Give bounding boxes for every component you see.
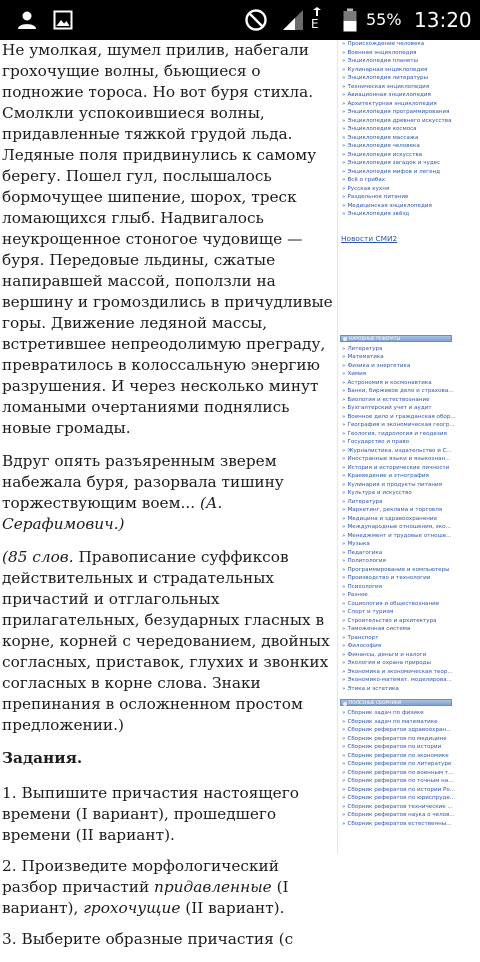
bullet-icon: » bbox=[342, 371, 346, 377]
bullet-icon: » bbox=[342, 609, 346, 615]
bullet-icon: » bbox=[342, 532, 346, 539]
bullet-icon: » bbox=[342, 66, 346, 73]
bullet-icon: » bbox=[342, 718, 346, 725]
battery-percent: 55% bbox=[366, 10, 402, 29]
bullet-icon: » bbox=[342, 177, 346, 183]
sidebar-link[interactable] bbox=[342, 176, 480, 185]
sidebar-link-label: Иностранные языки и языкознан... bbox=[347, 456, 451, 462]
bullet-icon: » bbox=[342, 473, 346, 479]
word-count: (85 слов. bbox=[2, 548, 74, 566]
sidebar-link-label: История и исторические личности bbox=[347, 464, 450, 471]
sidebar-link[interactable] bbox=[342, 202, 480, 211]
bullet-icon: » bbox=[342, 83, 346, 90]
sidebar-link[interactable] bbox=[342, 523, 480, 532]
sidebar-link[interactable] bbox=[342, 820, 480, 829]
sidebar-link-label: Педагогика bbox=[347, 549, 383, 556]
task-text: 2. Произведите морфологический разбор причастий bbox=[2, 857, 279, 896]
bullet-icon: » bbox=[342, 626, 346, 632]
bullet-icon: » bbox=[342, 388, 346, 394]
sidebar-link[interactable] bbox=[342, 345, 480, 354]
bullet-icon: » bbox=[342, 600, 346, 607]
sidebar-link[interactable] bbox=[342, 557, 480, 566]
bullet-icon: » bbox=[342, 456, 346, 462]
sidebar-link-label: Кулинария и продукты питания bbox=[347, 481, 443, 488]
sidebar-link[interactable] bbox=[342, 634, 480, 643]
bullet-icon: » bbox=[342, 109, 346, 115]
sidebar-link[interactable] bbox=[342, 370, 480, 379]
sidebar-link[interactable] bbox=[342, 438, 480, 447]
sidebar-link[interactable] bbox=[342, 642, 480, 651]
sidebar-link-label: Математика bbox=[347, 354, 384, 360]
sidebar-link-label: Сборник рефератов по медицине bbox=[347, 735, 447, 742]
sidebar-link-label: Сборник рефератов по истории bbox=[347, 744, 442, 750]
bullet-icon: » bbox=[342, 727, 346, 733]
sidebar-link-label: Менеджмент и трудовые отноше... bbox=[347, 532, 452, 539]
sidebar-link-label: Физика и энергетика bbox=[347, 362, 411, 369]
bullet-icon: » bbox=[342, 549, 346, 556]
sidebar-link-label: Финансы, деньги и налоги bbox=[347, 651, 427, 658]
sidebar-link[interactable] bbox=[342, 168, 480, 177]
tasks-heading: Задания. bbox=[2, 749, 83, 767]
paragraph-text: Вдруг опять разъяренным зверем набежала буря, разорвала тишину торжествующим воем... bbox=[2, 452, 284, 512]
sidebar-link[interactable] bbox=[342, 430, 480, 439]
sidebar-link-label: Философия bbox=[347, 643, 382, 649]
sidebar-link-label: Кулинарная энциклопедия bbox=[347, 66, 428, 73]
sidebar-link-label: Экономико-математ. моделирова... bbox=[347, 677, 452, 683]
sidebar-link-label: Государство и право bbox=[347, 439, 410, 445]
bullet-icon: » bbox=[342, 92, 346, 98]
bullet-icon: » bbox=[342, 126, 346, 132]
sidebar-link[interactable] bbox=[342, 40, 480, 49]
task-item: 3. Выберите образные причастия (с bbox=[2, 930, 294, 948]
bullet-icon: » bbox=[342, 761, 346, 767]
sidebar-link-label: Сборник рефератов наука о челов... bbox=[347, 812, 455, 818]
sidebar-link[interactable] bbox=[342, 540, 480, 549]
task-item bbox=[2, 856, 336, 919]
sidebar-link-label: Экология и охрана природы bbox=[347, 660, 431, 666]
sidebar-link-label: Медицинская энциклопедия bbox=[347, 202, 432, 209]
sidebar-link-label: Литература bbox=[347, 498, 383, 505]
sidebar-link[interactable] bbox=[342, 489, 480, 498]
bullet-icon: » bbox=[342, 160, 346, 166]
sidebar-link-label: Сборник рефератов по экономике bbox=[347, 752, 449, 759]
sidebar-link[interactable] bbox=[342, 117, 480, 126]
sidebar-link-label: Производство и технологии bbox=[347, 575, 431, 581]
sidebar-link[interactable] bbox=[342, 668, 480, 677]
bullet-icon: » bbox=[342, 524, 346, 530]
sidebar-link[interactable] bbox=[342, 379, 480, 388]
sidebar-link[interactable] bbox=[342, 447, 480, 456]
svg-text:E: E bbox=[311, 17, 319, 31]
image-icon bbox=[51, 0, 75, 40]
sidebar-link-label: Военная энциклопедия bbox=[347, 49, 417, 56]
sidebar-link[interactable] bbox=[342, 151, 480, 160]
sidebar-link[interactable] bbox=[342, 685, 480, 694]
bullet-icon: » bbox=[342, 100, 346, 107]
sidebar-link-label: Сборник рефератов по истории Ро... bbox=[347, 786, 456, 793]
sidebar-link[interactable] bbox=[342, 617, 480, 626]
sidebar-link[interactable] bbox=[342, 404, 480, 413]
sidebar-link[interactable] bbox=[342, 709, 480, 718]
sidebar-link-label: Энциклопедия человека bbox=[347, 143, 420, 149]
task-text: (II вариант). bbox=[180, 899, 285, 917]
bullet-icon: » bbox=[342, 134, 346, 141]
sidebar-link[interactable] bbox=[342, 142, 480, 151]
sidebar-link-label: Политология bbox=[347, 558, 386, 564]
bullet-icon: » bbox=[342, 405, 346, 411]
sidebar-link-label: Всё о грибах bbox=[347, 177, 386, 183]
sidebar-link-label: Энциклопедия мифов и легенд bbox=[347, 168, 441, 175]
page-content bbox=[0, 40, 480, 948]
bullet-icon: » bbox=[342, 769, 346, 776]
sidebar-link[interactable] bbox=[342, 583, 480, 592]
bullet-icon: » bbox=[342, 143, 346, 149]
bullet-icon: » bbox=[342, 710, 346, 716]
bullet-icon: » bbox=[342, 668, 346, 675]
bullet-icon: » bbox=[342, 498, 346, 505]
bullet-icon: » bbox=[342, 812, 346, 818]
person-icon bbox=[14, 0, 40, 40]
bullet-icon: » bbox=[342, 685, 346, 692]
sidebar-link[interactable] bbox=[342, 185, 480, 194]
sidebar-link-label: Литература bbox=[347, 345, 383, 352]
sidebar-link-label: Международные отношения, эко... bbox=[347, 524, 451, 530]
do-not-disturb-icon bbox=[242, 0, 270, 40]
sidebar-link-label: Происхождение человека bbox=[347, 41, 425, 47]
sidebar-link[interactable] bbox=[342, 726, 480, 735]
sidebar-link[interactable] bbox=[342, 743, 480, 752]
sidebar-link[interactable] bbox=[342, 651, 480, 660]
bullet-icon: » bbox=[342, 41, 346, 47]
bullet-icon: » bbox=[342, 422, 346, 428]
sidebar-link[interactable] bbox=[342, 532, 480, 541]
sidebar-link-label: Раздельное питание bbox=[347, 194, 409, 200]
sidebar-link-label: Геология, гидрология и геодезия bbox=[347, 430, 447, 437]
sidebar-link-label: Музыка bbox=[347, 541, 370, 547]
sidebar-links-encyclopedias bbox=[338, 40, 480, 219]
sidebar-link[interactable] bbox=[342, 464, 480, 473]
bullet-icon: » bbox=[342, 151, 346, 158]
status-bar bbox=[0, 0, 480, 40]
sidebar-links-essays bbox=[338, 345, 480, 694]
section-header-collections: ПОЛЕЗНЫЕ СБОРНИКИ bbox=[340, 699, 452, 706]
section-header-essays: НАРОДНЫЕ РЕФЕРАТЫ bbox=[340, 335, 452, 342]
sidebar-link-label: Химия bbox=[347, 371, 367, 377]
bullet-icon: » bbox=[342, 194, 346, 200]
sidebar-link-label: Энциклопедия программирования bbox=[347, 109, 450, 115]
ad-space bbox=[338, 244, 480, 335]
sidebar-link[interactable] bbox=[342, 49, 480, 58]
sidebar-link[interactable] bbox=[342, 134, 480, 143]
sidebar-link[interactable] bbox=[342, 760, 480, 769]
sidebar-link[interactable] bbox=[342, 91, 480, 100]
bullet-icon: » bbox=[342, 211, 346, 217]
sidebar-link[interactable] bbox=[342, 66, 480, 75]
sidebar-link[interactable] bbox=[342, 777, 480, 786]
sidebar-link-label: Психология bbox=[347, 583, 383, 590]
sidebar-link-label: Журналистика, издательство и С... bbox=[347, 447, 452, 454]
sidebar-link[interactable] bbox=[342, 159, 480, 168]
sidebar-link-label: Спорт и туризм bbox=[347, 609, 394, 615]
bullet-icon: » bbox=[342, 379, 346, 386]
sidebar-link-label: Энциклопедия искусства bbox=[347, 151, 423, 158]
sidebar-link[interactable] bbox=[342, 210, 480, 219]
sidebar-link-label: Сборник рефератов по литературе bbox=[347, 761, 452, 767]
bullet-icon: » bbox=[342, 617, 346, 624]
sidebar-link[interactable] bbox=[342, 193, 480, 202]
bullet-icon: » bbox=[342, 558, 346, 564]
sidebar-link[interactable] bbox=[342, 498, 480, 507]
bullet-icon: » bbox=[342, 481, 346, 488]
sidebar-link[interactable] bbox=[342, 600, 480, 609]
sidebar-link-label: Военное дело и гражданская обор... bbox=[347, 413, 456, 420]
bullet-icon: » bbox=[342, 778, 346, 784]
bullet-icon: » bbox=[342, 507, 346, 513]
sidebar-link-label: Сборник рефератов технические ... bbox=[347, 803, 453, 810]
task-word: грохочущие bbox=[83, 899, 181, 917]
sidebar-link-label: Программирование и компьютеры bbox=[347, 566, 450, 573]
sidebar-link-label: Астрономия и космонавтика bbox=[347, 379, 432, 386]
sidebar-link[interactable] bbox=[342, 515, 480, 524]
bullet-icon: » bbox=[342, 430, 346, 437]
sidebar-link[interactable] bbox=[342, 659, 480, 668]
bullet-icon: » bbox=[342, 515, 346, 522]
sidebar-link-label: Сборник задач по физике bbox=[347, 710, 424, 716]
bullet-icon: » bbox=[342, 439, 346, 445]
sidebar-link[interactable] bbox=[342, 57, 480, 66]
sidebar-link-label: Энциклопедия массажа bbox=[347, 134, 419, 141]
sidebar-link-label: Сборник рефератов по юриспруде... bbox=[347, 795, 456, 801]
bullet-icon: » bbox=[342, 803, 346, 810]
sidebar-link[interactable] bbox=[342, 735, 480, 744]
bullet-icon: » bbox=[342, 464, 346, 471]
signal-icon bbox=[280, 0, 306, 40]
sidebar-link-label: Энциклопедия загадок и чудес bbox=[347, 160, 441, 166]
bullet-icon: » bbox=[342, 541, 346, 547]
sidebar-link-label: Энциклопедия космоса bbox=[347, 126, 417, 132]
sidebar-link[interactable] bbox=[342, 811, 480, 820]
sidebar-link[interactable] bbox=[342, 718, 480, 727]
article-paragraph: Не умолкая, шумел прилив, набегали грохочущие волны, бьющиеся о подножие тороса. Но вот буря стихла. Смолкли успокоившиеся волны, придавленные тяжкой грудой льда. Ледяные поля придвинулись к самому берегу. Пошел гул, послышалось бормочущее шипение, шорох, треск ломающихся глыб. Надвигалось неукрощенное стоногое чудовище — буря. Передовые льдины, сжатые напиравшей массой, поползли на вершину и громоздились в причудливые горы. Движение ледяной массы, встретившее непреодолимую преграду, превратилось в колоссальную энергию разрушения. И через несколько минут ломаными очертаниями поднялись новые громады. bbox=[2, 41, 333, 437]
paragraph-text: Правописание суффиксов действительных и страдательных причастий и отглагольных прилагательных, безударных гласных в корне, корней с чередованием, двойных согласных, приставок, глухих и звонких согласных в корне слова. Знаки препинания в осложненном простом предложении.) bbox=[2, 548, 330, 734]
sidebar-link-label: Сборник рефератов по точным на... bbox=[347, 778, 454, 784]
sidebar-link[interactable] bbox=[342, 625, 480, 634]
sidebar-link-label: Таможенная система bbox=[347, 626, 411, 632]
sidebar-link-label: Сборник задач по математике bbox=[347, 718, 438, 725]
task-item: 1. Выпишите причастия настоящего времени (I вариант), прошедшего времени (II вариант). bbox=[2, 784, 299, 844]
article-paragraph bbox=[2, 451, 336, 535]
sidebar-link-label: Авиационная энциклопедия bbox=[347, 92, 431, 98]
bullet-icon: » bbox=[342, 447, 346, 454]
sidebar-link-label: География и экономическая геогр... bbox=[347, 422, 455, 428]
bullet-icon: » bbox=[342, 413, 346, 420]
sidebar-link[interactable] bbox=[342, 83, 480, 92]
bullet-icon: » bbox=[342, 362, 346, 369]
sidebar-link[interactable] bbox=[342, 387, 480, 396]
bullet-icon: » bbox=[342, 490, 346, 496]
bullet-icon: » bbox=[342, 49, 346, 56]
sidebar-link[interactable] bbox=[342, 591, 480, 600]
bullet-icon: » bbox=[342, 735, 346, 742]
sidebar-link-label: Биология и естествознание bbox=[347, 396, 430, 403]
bullet-icon: » bbox=[342, 677, 346, 683]
sidebar-link[interactable] bbox=[342, 74, 480, 83]
bullet-icon: » bbox=[342, 583, 346, 590]
bullet-icon: » bbox=[342, 345, 346, 352]
sidebar-link[interactable] bbox=[342, 353, 480, 362]
sidebar-link-label: Техническая энциклопедия bbox=[347, 83, 430, 90]
bullet-icon: » bbox=[342, 744, 346, 750]
bullet-icon: » bbox=[342, 75, 346, 81]
bullet-icon: » bbox=[342, 58, 346, 64]
sidebar-link-label: Транспорт bbox=[347, 634, 379, 641]
bullet-icon: » bbox=[342, 202, 346, 209]
sidebar-link-label: Экономика и экономическая теор... bbox=[347, 668, 453, 675]
sidebar-link-label: Разное bbox=[347, 592, 368, 598]
clock: 13:20 bbox=[414, 8, 472, 32]
sidebar-link-label: Этика и эстетика bbox=[347, 685, 399, 692]
author-citation: (А. Серафимович.) bbox=[2, 494, 223, 533]
sidebar-link-label: Маркетинг, реклама и торговля bbox=[347, 507, 443, 513]
bullet-icon: » bbox=[342, 354, 346, 360]
bullet-icon: » bbox=[342, 795, 346, 801]
sidebar-link-label: Социология и обществознание bbox=[347, 600, 440, 607]
sidebar bbox=[338, 40, 480, 828]
sidebar-link[interactable] bbox=[342, 506, 480, 515]
sidebar-link[interactable] bbox=[342, 455, 480, 464]
sidebar-link[interactable] bbox=[342, 100, 480, 109]
sidebar-link[interactable] bbox=[342, 362, 480, 371]
sidebar-link[interactable] bbox=[342, 413, 480, 422]
bullet-icon: » bbox=[342, 168, 346, 175]
sidebar-link-label: Строительство и архитектура bbox=[347, 617, 437, 624]
sidebar-link[interactable] bbox=[342, 108, 480, 117]
sidebar-link-label: Русская кухня bbox=[347, 185, 390, 192]
bullet-icon: » bbox=[342, 185, 346, 192]
bullet-icon: » bbox=[342, 566, 346, 573]
sidebar-link[interactable] bbox=[342, 566, 480, 575]
task-text: (I вариант), bbox=[2, 878, 289, 917]
bullet-icon: » bbox=[342, 820, 346, 827]
sidebar-link[interactable] bbox=[342, 481, 480, 490]
data-arrows-icon bbox=[306, 0, 328, 40]
battery-icon bbox=[340, 0, 360, 40]
sidebar-link-label: Сборник рефератов здравоохран... bbox=[347, 727, 452, 733]
sidebar-link-label: Культура и искусство bbox=[347, 490, 412, 496]
sidebar-link-label: Краеведение и этнография bbox=[347, 473, 429, 479]
bullet-icon: » bbox=[342, 660, 346, 666]
sidebar-link[interactable] bbox=[342, 794, 480, 803]
sidebar-link-label: Энциклопедия звёзд bbox=[347, 211, 410, 217]
sidebar-link[interactable] bbox=[342, 676, 480, 685]
bullet-icon: » bbox=[342, 752, 346, 759]
bullet-icon: » bbox=[342, 575, 346, 581]
sidebar-links-collections bbox=[338, 709, 480, 828]
sidebar-link[interactable] bbox=[342, 608, 480, 617]
task-word: придавленные bbox=[154, 878, 272, 896]
sidebar-link[interactable] bbox=[342, 549, 480, 558]
sidebar-link-label: Медицина и здравоохранение bbox=[347, 515, 438, 522]
sidebar-link[interactable] bbox=[342, 574, 480, 583]
article-paragraph bbox=[2, 547, 336, 736]
bullet-icon: » bbox=[342, 786, 346, 793]
article-body bbox=[0, 40, 336, 962]
sidebar-link[interactable] bbox=[342, 125, 480, 134]
sidebar-link-label: Энциклопедия планеты bbox=[347, 58, 418, 64]
sidebar-link-label: Энциклопедия литературы bbox=[347, 75, 428, 81]
bullet-icon: » bbox=[342, 592, 346, 598]
bullet-icon: » bbox=[342, 651, 346, 658]
sidebar-link-label: Энциклопедия древнего искусства bbox=[347, 117, 452, 124]
news-smi2-link[interactable]: Новости СМИ2 bbox=[341, 233, 398, 243]
sidebar-link-label: Бухгалтерский учет и аудит bbox=[347, 405, 432, 411]
sidebar-link[interactable] bbox=[342, 752, 480, 761]
sidebar-link[interactable] bbox=[342, 786, 480, 795]
sidebar-link-label: Банки, биржевое дело и страхова... bbox=[347, 388, 454, 394]
sidebar-link-label: Архитектурная энциклопедия bbox=[347, 100, 437, 107]
sidebar-link[interactable] bbox=[342, 472, 480, 481]
sidebar-link[interactable] bbox=[342, 421, 480, 430]
sidebar-link[interactable] bbox=[342, 769, 480, 778]
bullet-icon: » bbox=[342, 634, 346, 641]
sidebar-link[interactable] bbox=[342, 396, 480, 405]
bullet-icon: » bbox=[342, 643, 346, 649]
bullet-icon: » bbox=[342, 117, 346, 124]
bullet-icon: » bbox=[342, 396, 346, 403]
sidebar-link-label: Сборник рефератов естественны... bbox=[347, 820, 452, 827]
sidebar-link[interactable] bbox=[342, 803, 480, 812]
sidebar-link-label: Сборник рефератов по военным т... bbox=[347, 769, 454, 776]
